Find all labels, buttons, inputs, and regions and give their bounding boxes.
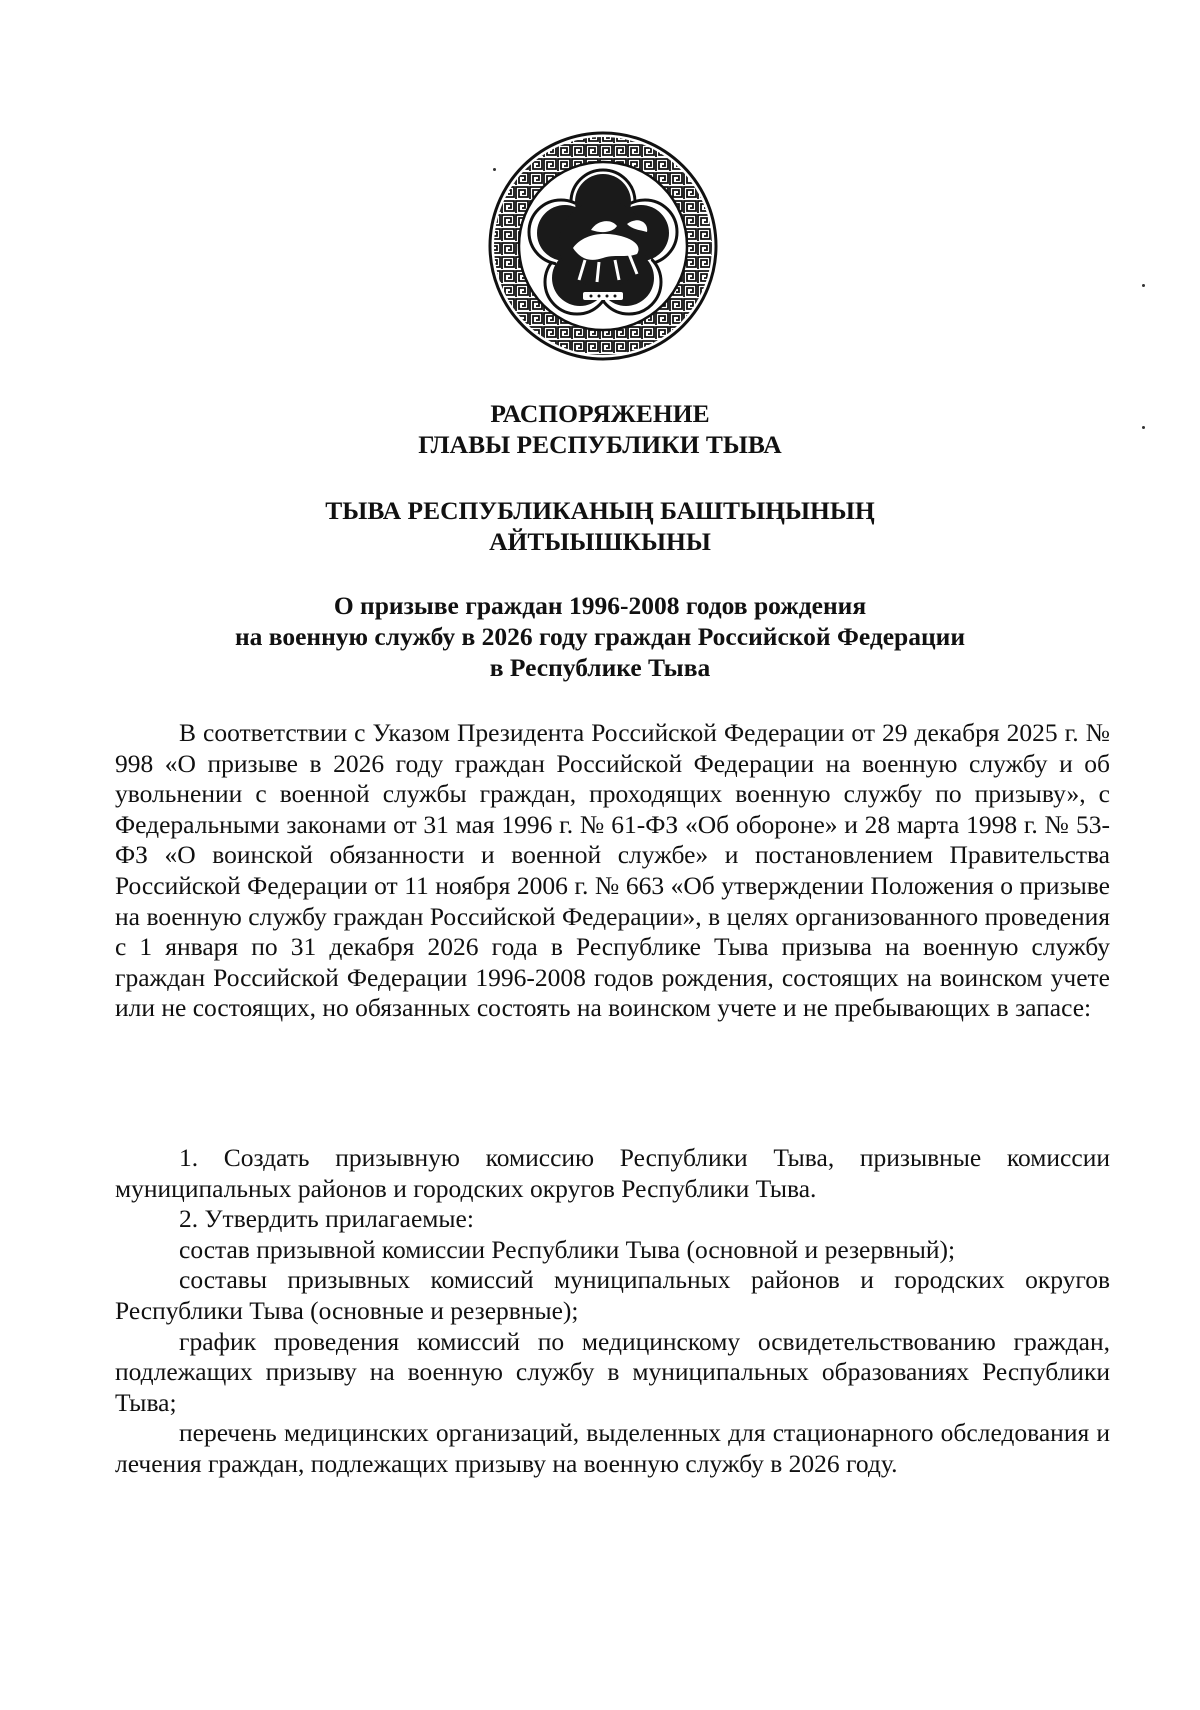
subject-heading bbox=[0, 590, 1200, 683]
scan-speck bbox=[1142, 284, 1145, 287]
preamble-paragraph: В соответствии с Указом Президента Российской Федерации от 29 декабря 2025 г. № 998 «О призыве в 2026 году граждан Российской Федерации на военную службу и об увольнении с военной службы граждан, проходящих военную службу по призыву», с Федеральными законами от 31 мая 1996 г. № 61-ФЗ «Об обороне» и 28 марта 1998 г. № 53-ФЗ «О воинской обязанности и военной службе» и постановлением Правительства Российской Федерации от 11 ноября 2006 г. № 663 «Об утверждении Положения о призыве на военную службу граждан Российской Федерации», в целях организованного проведения с 1 января по 31 декабря 2026 года в Республике Тыва призыва на военную службу граждан Российской Федерации 1996-2008 годов рождения, состоящих на воинском учете или не состоящих, но обязанных состоять на воинском учете и не пребывающих в запасе: bbox=[115, 718, 1110, 1023]
emblem-of-tuva-icon bbox=[487, 130, 719, 362]
item-1-paragraph: 1. Создать призывную комиссию Республики Тыва, призывные комиссии муниципальных районов и городских округов Республики Тыва. bbox=[115, 1143, 1110, 1203]
subject-line3: в Республике Тыва bbox=[489, 653, 711, 682]
tuvan-title-line1: ТЫВА РЕСПУБЛИКАНЫҢ БАШТЫҢЫНЫҢ bbox=[325, 496, 875, 525]
sub-item-4-paragraph: перечень медицинских организаций, выделенных для стационарного обследования и лечения граждан, подлежащих призыву на военную службу в 2026 году. bbox=[115, 1418, 1110, 1478]
resolution-items bbox=[115, 1143, 1110, 1480]
subject-line1: О призыве граждан 1996-2008 годов рождения bbox=[333, 591, 867, 620]
scan-speck bbox=[493, 168, 496, 171]
sub-item-1-paragraph: состав призывной комиссии Республики Тыва (основной и резервный); bbox=[179, 1234, 956, 1264]
tuvan-title-line2: АЙТЫЫШКЫНЫ bbox=[489, 527, 711, 556]
issuer-heading: ГЛАВЫ РЕСПУБЛИКИ ТЫВА bbox=[418, 430, 782, 459]
item-2-paragraph: 2. Утвердить прилагаемые: bbox=[179, 1204, 474, 1234]
scan-speck bbox=[1142, 426, 1145, 429]
doc-type-heading: РАСПОРЯЖЕНИЕ bbox=[490, 399, 710, 428]
subject-line2: на военную службу в 2026 году граждан Российской Федерации bbox=[234, 622, 966, 651]
document-title bbox=[0, 398, 1200, 460]
sub-item-3-paragraph: график проведения комиссий по медицинскому освидетельствованию граждан, подлежащих призыву на военную службу в муниципальных образованиях Республики Тыва; bbox=[115, 1326, 1110, 1417]
sub-item-2-paragraph: составы призывных комиссий муниципальных районов и городских округов Республики Тыва (основные и резервные); bbox=[115, 1265, 1110, 1325]
tuvan-title bbox=[0, 495, 1200, 557]
preamble-section bbox=[115, 718, 1110, 1024]
